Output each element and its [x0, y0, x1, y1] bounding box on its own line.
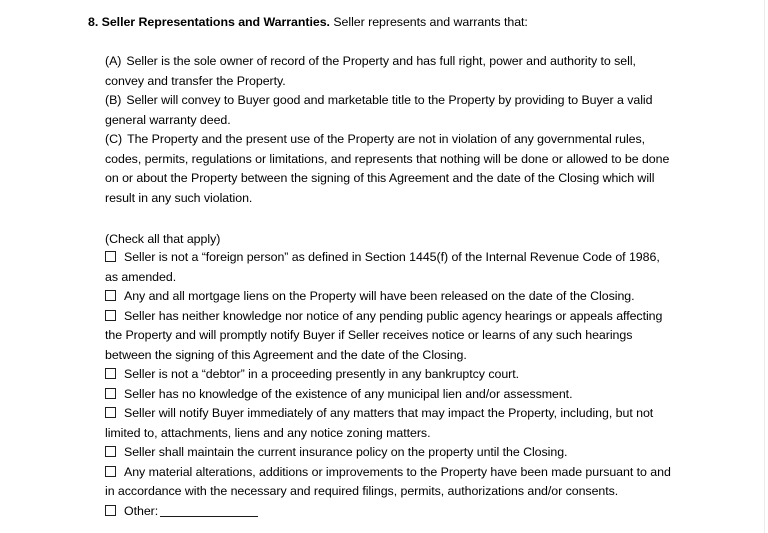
- checkbox-icon[interactable]: [105, 368, 116, 379]
- list-item-label: Seller has no knowledge of the existence of any municipal lien and/or assessment.: [124, 386, 573, 401]
- list-item-label: Seller has neither knowledge nor notice of any pending public agency hearings or appeals affecting the Property and will promptly notify Buyer if Seller receives notice or learns of any such hearings between the signing of this Agreement and the date of the Closing.: [105, 308, 663, 362]
- clause-a-label: (A): [105, 54, 122, 68]
- checkbox-icon[interactable]: [105, 388, 116, 399]
- section-heading-bold: 8. Seller Representations and Warranties.: [88, 15, 330, 29]
- clause-c: [105, 130, 672, 208]
- checklist: [105, 248, 672, 521]
- clause-b-label: (B): [105, 93, 122, 107]
- clause-a-text: Seller is the sole owner of record of the Property and has full right, power and authority to sell, convey and transfer the Property.: [105, 54, 636, 88]
- page-title: [88, 13, 528, 33]
- list-item-label: Seller is not a “debtor” in a proceeding presently in any bankruptcy court.: [124, 367, 520, 381]
- clause-b: [105, 91, 672, 130]
- page-edge: [764, 0, 765, 533]
- list-item-label: Any material alterations, additions or improvements to the Property have been made pursuant to and in accordance with the necessary and required filings, permits, authorizations and/or consents.: [105, 464, 671, 498]
- list-item-label: Any and all mortgage liens on the Property will have been released on the date of the Closing.: [124, 289, 635, 303]
- clause-b-text: Seller will convey to Buyer good and marketable title to the Property by providing to Buyer a valid general warranty deed.: [105, 93, 653, 127]
- list-item: [105, 443, 672, 463]
- list-item: [105, 287, 672, 307]
- list-item: [105, 307, 672, 366]
- checkbox-icon[interactable]: [105, 505, 116, 516]
- checkbox-icon[interactable]: [105, 251, 116, 262]
- checklist-instruction-text: (Check all that apply): [105, 232, 221, 246]
- list-item: [105, 385, 672, 405]
- checkbox-icon[interactable]: [105, 446, 116, 457]
- list-item-other: [105, 502, 672, 522]
- clause-a: [105, 52, 672, 91]
- checkbox-icon[interactable]: [105, 290, 116, 301]
- list-item-label: Other:: [124, 503, 159, 518]
- other-fill-in-field[interactable]: [160, 505, 258, 517]
- checkbox-icon[interactable]: [105, 407, 116, 418]
- list-item-label: Seller is not a “foreign person” as defined in Section 1445(f) of the Internal Revenue Code of 1986, as amended.: [105, 250, 660, 284]
- list-item: [105, 463, 672, 502]
- checklist-instruction: [105, 230, 672, 250]
- list-item: [105, 365, 672, 385]
- checkbox-icon[interactable]: [105, 466, 116, 477]
- section-heading-normal: Seller represents and warrants that:: [329, 15, 528, 29]
- clause-c-label: (C): [105, 132, 123, 146]
- clause-c-text: The Property and the present use of the Property are not in violation of any governmental rules, codes, permits, regulations or limitations, and represents that nothing will be done or allowed to be done on or about the Property between the signing of this Agreement and the date of the Closing which will result in any such violation.: [105, 132, 670, 205]
- list-item: [105, 404, 672, 443]
- clause-list: [105, 52, 672, 208]
- list-item-label: Seller shall maintain the current insurance policy on the property until the Closing.: [124, 445, 568, 459]
- list-item: [105, 248, 672, 287]
- list-item-label: Seller will notify Buyer immediately of any matters that may impact the Property, including, but not limited to, attachments, liens and any notice zoning matters.: [105, 406, 654, 440]
- checkbox-icon[interactable]: [105, 310, 116, 321]
